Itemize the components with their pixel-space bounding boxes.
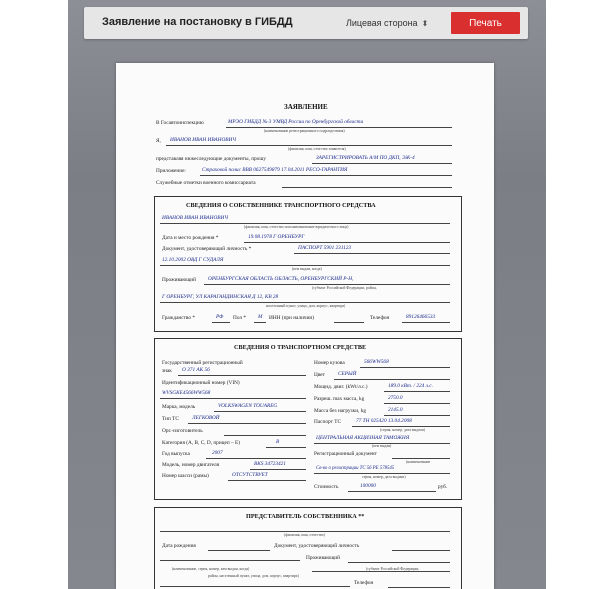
- annex-label: Приложение:: [156, 168, 186, 174]
- to-line: [226, 127, 452, 128]
- owner-issued-hint: (кем выдан, когда): [292, 267, 322, 271]
- vehicle-pts-hint: (серия, номер, дата выдачи): [380, 428, 425, 432]
- vehicle-vin-label: Идентификационный номер (VIN): [162, 380, 240, 386]
- vehicle-pts-value: 77 ТН 025420 13.04.2008: [356, 418, 412, 424]
- page-background-right: [546, 0, 610, 589]
- vehicle-cost-value: 100000: [360, 483, 376, 489]
- vehicle-body-value: 566WW568: [364, 359, 389, 365]
- vehicle-mass-value: 2750.0: [388, 395, 403, 401]
- owner-address-line: [204, 284, 450, 285]
- vehicle-regdoc-line2: [314, 473, 450, 474]
- viewer-toolbar: [84, 7, 528, 39]
- vehicle-cat-label: Категория (A, B, C, D, прицеп – E): [162, 440, 240, 446]
- service-label: Служебные отметки военного комиссариата: [156, 180, 256, 186]
- rep-phone-label: Телефон: [354, 580, 374, 586]
- vehicle-engine-line: [250, 469, 306, 470]
- vehicle-type-label: Тип ТС: [162, 416, 179, 422]
- vehicle-pts-label: Паспорт ТС: [314, 419, 341, 425]
- page-background-left: [0, 0, 68, 589]
- vehicle-cost-label: Стоимость: [314, 484, 339, 490]
- rep-name-line: [160, 531, 450, 532]
- vehicle-color-value: СЕРЫЙ: [338, 371, 357, 377]
- page-side-select[interactable]: [346, 15, 428, 31]
- vehicle-unladen-line: [384, 415, 450, 416]
- vehicle-reg-label: Государственный регистрационный: [162, 360, 243, 366]
- rep-extra-line: [160, 586, 350, 587]
- page-side-select-value: Лицевая сторона: [346, 18, 418, 28]
- rep-doc-hint: (наименование, серия, номер, кем выдан, когда): [172, 567, 250, 571]
- present-value: ЗАРЕГИСТРИРОВАТЬ А/М ПО ДКП, ЭЖ-4: [316, 155, 415, 161]
- rep-live-line: [348, 562, 450, 563]
- owner-heading: СВЕДЕНИЯ О СОБСТВЕННИКЕ ТРАНСПОРТНОГО СРЕДСТВА: [186, 202, 376, 209]
- vehicle-body-line: [360, 367, 450, 368]
- rep-phone-line: [388, 587, 450, 588]
- owner-id-line: [294, 253, 450, 254]
- owner-birth-label: Дата и место рождения *: [162, 235, 219, 241]
- vehicle-heading: СВЕДЕНИЯ О ТРАНСПОРТНОМ СРЕДСТВЕ: [234, 344, 367, 351]
- vehicle-customs-hint: (кем выдан): [372, 444, 392, 448]
- rep-heading: ПРЕДСТАВИТЕЛЬ СОБСТВЕННИКА **: [246, 513, 365, 520]
- vehicle-reg-label2: знак: [162, 368, 172, 374]
- owner-phone-value: 89126466533: [406, 314, 436, 320]
- form-page: [116, 63, 494, 589]
- vehicle-engine-value: BKS 34723421: [254, 461, 286, 467]
- to-label: В Госавтоинспекцию: [156, 120, 204, 126]
- vehicle-chassis-line: [228, 480, 306, 481]
- vehicle-org-line: [224, 435, 306, 436]
- vehicle-mass-line: [384, 403, 450, 404]
- rep-birth-label: Дата рождения: [162, 543, 196, 549]
- vehicle-regdoc-hint2: серия, номер, дата выдачи): [362, 475, 406, 479]
- owner-citizen-line: [212, 322, 230, 323]
- owner-id-value: ПАСПОРТ 5901 231123: [298, 245, 352, 251]
- vehicle-regdoc-value: Св-во о регистрации ТС 56 РЕ 578545: [316, 466, 395, 471]
- annex-line: [200, 175, 452, 176]
- ya-label: Я,: [156, 138, 161, 144]
- vehicle-vin-line: [160, 398, 306, 399]
- vehicle-chassis-label: Номер шасси (рамы): [162, 473, 209, 479]
- vehicle-body-label: Номер кузова: [314, 360, 345, 366]
- vehicle-reg-line: [178, 375, 306, 376]
- owner-street-line: [160, 302, 450, 303]
- vehicle-make-label: Марка, модель: [162, 404, 196, 410]
- vehicle-reg-value: О 371 АК 56: [182, 367, 210, 373]
- vehicle-type-value: ЛЕГКОВОЙ: [192, 415, 220, 421]
- rep-doc-line: [160, 560, 300, 561]
- vehicle-power-value: 189.0 кВт. / 224 л.с.: [388, 383, 433, 389]
- vehicle-regdoc-hint: (наименование: [406, 460, 431, 464]
- ya-value: ИВАНОВ ИВАН ИВАНОВИЧ: [170, 137, 237, 143]
- vehicle-power-line: [384, 391, 450, 392]
- owner-sex-line: [254, 322, 266, 323]
- vehicle-cost-unit: руб.: [438, 484, 448, 490]
- vehicle-chassis-value: ОТСУТСТВУЕТ: [232, 472, 268, 478]
- ya-hint: (фамилия, имя, отчество заявителя): [288, 147, 346, 151]
- form-title: ЗАЯВЛЕНИЕ: [284, 103, 328, 111]
- rep-live-label: Проживающий: [306, 555, 340, 561]
- owner-birth-line: [244, 242, 450, 243]
- owner-address-value: ОРЕНБУРГСКАЯ ОБЛАСТЬ ОБЛАСТЬ, ОРЕНБУРГСКИЙ Р-Н,: [208, 276, 354, 282]
- vehicle-mass-label: Разреш. max масса, kg: [314, 396, 365, 402]
- owner-birth-value: 19.08.1978 Г ОРЕНБУРГ: [248, 234, 305, 240]
- to-value: МРЭО ГИБДД № 3 УМВД России по Оренбургской области: [228, 119, 364, 125]
- print-button[interactable]: Печать: [451, 12, 520, 34]
- vehicle-cat-line: [266, 447, 306, 448]
- annex-value: Страховой полис ВВВ 0627549879 17.04.2011 РЕСО-ГАРАНТИЯ: [202, 167, 348, 173]
- vehicle-engine-label: Модель, номер двигателя: [162, 462, 220, 468]
- vehicle-make-value: VOLKSWAGEN TOUAREG: [218, 403, 278, 409]
- owner-name-line: [160, 223, 450, 224]
- owner-street-value: Г ОРЕНБУРГ, УЛ КАРАГАНДИНСКАЯ Д 12, КВ 28: [162, 294, 279, 300]
- present-label: представляя нижеследующие документы, прошу: [156, 156, 267, 162]
- present-line: [312, 163, 452, 164]
- rep-id-line: [392, 550, 450, 551]
- vehicle-cat-value: B: [276, 439, 280, 445]
- vehicle-year-value: 2007: [212, 450, 223, 456]
- vehicle-type-line: [188, 423, 306, 424]
- owner-citizen-label: Гражданство *: [162, 315, 196, 321]
- vehicle-regdoc-label: Регистрационный документ: [314, 451, 377, 457]
- vehicle-regdoc-line: [392, 458, 450, 459]
- service-line: [282, 187, 452, 188]
- vehicle-pts-line: [352, 426, 450, 427]
- rep-name-hint: (фамилия, имя, отчество): [284, 533, 325, 537]
- rep-addr-hint: район, населенный пункт, улица, дом, корпус, квартира): [208, 574, 299, 578]
- owner-inn-label: ИНН (при наличии): [269, 315, 315, 321]
- owner-inn-line: [334, 322, 364, 323]
- owner-phone-line: [402, 322, 450, 323]
- vehicle-unladen-label: Масса без нагрузки, kg: [314, 408, 366, 414]
- rep-live-hint: (субъект Российской Федерации,: [366, 567, 420, 571]
- owner-phone-label: Телефон: [370, 315, 390, 321]
- vehicle-color-label: Цвет: [314, 372, 325, 378]
- select-arrows-icon: ⬍: [421, 18, 429, 28]
- to-hint: (наименование регистрационного подразделения): [264, 129, 345, 133]
- owner-name-hint: (фамилия, имя, отчество или наименование юридического лица): [244, 225, 349, 229]
- vehicle-vin-value: WVSGKE4566WW568: [162, 390, 211, 396]
- owner-sex-value: М: [258, 314, 263, 320]
- vehicle-color-line: [334, 379, 450, 380]
- vehicle-year-label: Год выпуска: [162, 451, 190, 457]
- rep-id-label: Документ, удостоверяющий личность: [274, 543, 360, 549]
- owner-sex-label: Пол *: [233, 315, 247, 321]
- owner-name-value: ИВАНОВ ИВАН ИВАНОВИЧ: [162, 215, 229, 221]
- owner-issued-line: [160, 265, 450, 266]
- vehicle-power-label: Мощнд. двиг. (kWt/л.с.): [314, 384, 368, 390]
- owner-citizen-value: РФ: [216, 314, 224, 320]
- owner-street-hint: населенный пункт, улица, дом, корпус, квартира): [266, 304, 346, 308]
- owner-address-hint: (субъект Российской Федерации, район,: [312, 286, 377, 290]
- owner-id-label: Документ, удостоверяющий личность *: [162, 246, 252, 252]
- vehicle-org-label: Орг.-изготовитель: [162, 428, 203, 434]
- vehicle-make-line: [214, 411, 306, 412]
- vehicle-customs-value: ЦЕНТРАЛЬНАЯ АКЦИЗНАЯ ТАМОЖНЯ: [316, 435, 410, 441]
- owner-issued-value: 12.10.2002 ОВД Г СУДАЛЯ: [162, 257, 224, 263]
- ya-line: [166, 145, 452, 146]
- toolbar-title: Заявление на постановку в ГИБДД: [102, 16, 293, 28]
- vehicle-cost-line: [348, 491, 436, 492]
- rep-birth-line: [208, 550, 270, 551]
- owner-address-label: Проживающий: [162, 277, 196, 283]
- vehicle-year-line: [206, 458, 306, 459]
- vehicle-unladen-value: 2145.0: [388, 407, 403, 413]
